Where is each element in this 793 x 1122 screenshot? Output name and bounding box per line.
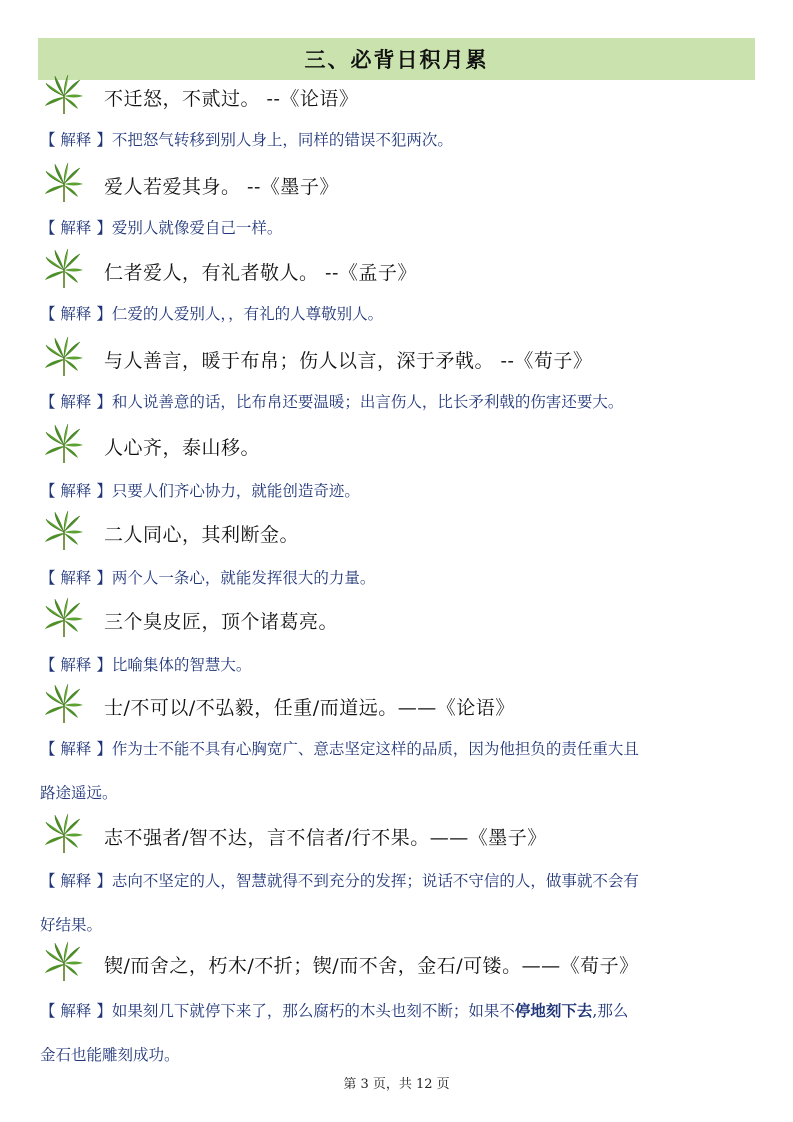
explanation-text: 不把怒气转移到别人身上，同样的错误不犯两次。 — [111, 131, 453, 149]
explanation-label: 【 解释 】 — [40, 872, 112, 890]
explanation — [40, 643, 755, 687]
quote-line — [40, 166, 755, 206]
quote-text: 二人同心，其利断金。 — [104, 524, 300, 546]
entry-3 — [40, 252, 755, 323]
explanation — [40, 859, 755, 947]
explanation — [40, 380, 755, 424]
explanation — [40, 727, 755, 815]
explanation-text-continued: 金石也能雕刻成功。 — [40, 1046, 180, 1064]
entry-4 — [40, 340, 755, 411]
entry-6 — [40, 514, 755, 587]
quote-text: 人心齐，泰山移。 — [104, 437, 261, 459]
leaf-icon — [44, 248, 84, 290]
explanation-text: 只要人们齐心协力，就能创造奇迹。 — [111, 482, 360, 500]
quote-line — [40, 514, 755, 554]
explanation-text: 和人说善意的话，比布帛还要温暖；出言伤人，比长矛利戟的伤害还要大。 — [111, 393, 624, 411]
explanation-label: 【 解释 】 — [40, 569, 112, 587]
quote-text: 仁者爱人，有礼者敬人。 --《孟子》 — [104, 262, 417, 284]
leaf-icon — [44, 941, 84, 983]
explanation-label: 【 解释 】 — [40, 1002, 112, 1020]
quote-text: 与人善言，暖于布帛；伤人以言，深于矛戟。 --《荀子》 — [104, 350, 593, 372]
quote-line — [40, 252, 755, 292]
section-title: 三、必背日积月累 — [304, 48, 489, 72]
leaf-icon — [44, 813, 84, 855]
explanation-text-continued: 路途遥远。 — [40, 784, 118, 802]
explanation-text-continued: 好结果。 — [40, 916, 103, 934]
explanation — [40, 206, 755, 250]
quote-text: 锲/而舍之，朽木/不折；锲/而不舍，金石/可镂。——《荀子》 — [104, 955, 639, 977]
explanation-text: 爱别人就像爱自己一样。 — [111, 219, 283, 237]
quote-line — [40, 601, 755, 641]
leaf-icon — [44, 597, 84, 639]
leaf-icon — [44, 510, 84, 552]
entry-2 — [40, 166, 755, 237]
leaf-icon — [44, 74, 84, 116]
explanation-label: 【 解释 】 — [40, 131, 112, 149]
explanation-text-tail: ,那么 — [592, 1002, 629, 1020]
explanation-text: 作为士不能不具有心胸宽广、意志坚定这样的品质，因为他担负的责任重大且 — [111, 740, 639, 758]
explanation — [40, 556, 755, 600]
explanation-label: 【 解释 】 — [40, 393, 112, 411]
quote-line — [40, 817, 755, 857]
explanation-text: 仁爱的人爱别人，，有礼的人尊敬别人。 — [111, 305, 384, 323]
explanation-text: 两个人一条心，就能发挥很大的力量。 — [111, 569, 376, 587]
entry-9 — [40, 817, 755, 934]
entry-10 — [40, 945, 755, 1064]
explanation-text: 比喻集体的智慧大。 — [111, 656, 252, 674]
quote-text: 三个臭皮匠，顶个诸葛亮。 — [104, 611, 339, 633]
leaf-icon — [44, 336, 84, 378]
entry-8 — [40, 687, 755, 802]
section-header — [38, 38, 755, 80]
page-footer — [0, 1073, 793, 1092]
entry-5 — [40, 427, 755, 500]
quote-text: 不迁怒，不贰过。 --《论语》 — [104, 88, 359, 110]
explanation — [40, 292, 755, 336]
leaf-icon — [44, 162, 84, 204]
explanation-text: 如果刻几下就停下来了，那么腐朽的木头也刻不断；如果不 — [111, 1002, 515, 1020]
leaf-icon — [44, 423, 84, 465]
quote-line — [40, 687, 755, 727]
explanation-label: 【 解释 】 — [40, 219, 112, 237]
leaf-icon — [44, 683, 84, 725]
explanation — [40, 118, 755, 162]
explanation — [40, 989, 755, 1077]
quote-line — [40, 945, 755, 985]
page-number: 第 3 页，共 12 页 — [343, 1077, 450, 1092]
explanation-label: 【 解释 】 — [40, 482, 112, 500]
quote-text: 志不强者/智不达，言不信者/行不果。——《墨子》 — [104, 827, 547, 849]
explanation-label: 【 解释 】 — [40, 740, 112, 758]
quote-line — [40, 340, 755, 380]
explanation-label: 【 解释 】 — [40, 656, 112, 674]
quote-text: 士/不可以/不弘毅，任重/而道远。——《论语》 — [104, 697, 515, 719]
explanation-emphasis: 停地刻下去 — [514, 1001, 593, 1020]
explanation — [40, 469, 755, 513]
entry-7 — [40, 601, 755, 674]
quote-line — [40, 78, 755, 118]
quote-line — [40, 427, 755, 467]
explanation-label: 【 解释 】 — [40, 305, 112, 323]
explanation-text: 志向不坚定的人，智慧就得不到充分的发挥；说话不守信的人，做事就不会有 — [111, 872, 639, 890]
entry-1 — [40, 78, 755, 149]
quote-text: 爱人若爱其身。 --《墨子》 — [104, 176, 339, 198]
